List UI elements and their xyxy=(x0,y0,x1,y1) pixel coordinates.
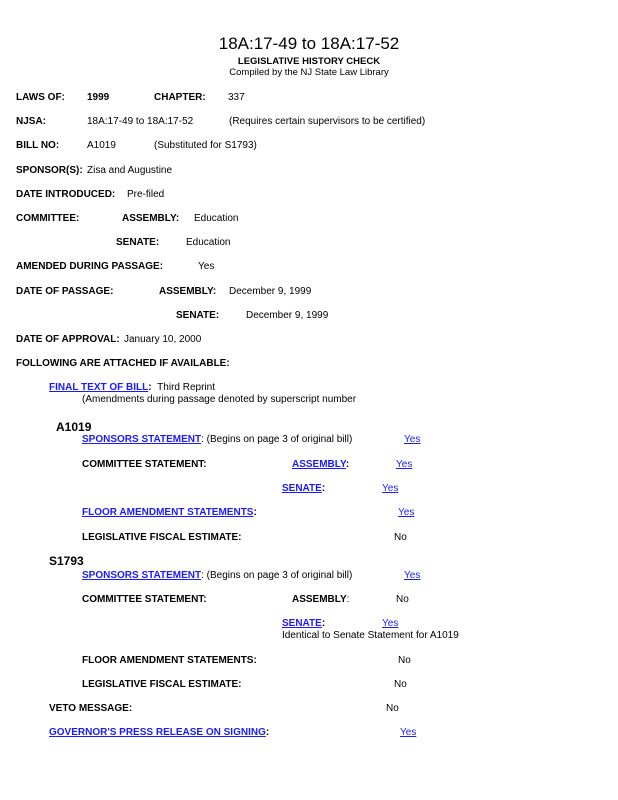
a1019-committee-label: COMMITTEE STATEMENT: xyxy=(82,459,207,470)
a1019-heading: A1019 xyxy=(56,420,92,434)
chapter-value: 337 xyxy=(228,92,245,103)
s1793-senate-yes-link[interactable]: Yes xyxy=(382,618,399,629)
s1793-senate-note: Identical to Senate Statement for A1019 xyxy=(282,630,459,641)
veto-label: VETO MESSAGE: xyxy=(49,703,133,714)
a1019-senate-row: SENATE: xyxy=(282,483,326,494)
s1793-floor-value: No xyxy=(398,655,411,666)
a1019-fiscal-value: No xyxy=(394,532,407,543)
final-text-colon: : xyxy=(148,382,152,393)
s1793-heading: S1793 xyxy=(49,554,84,568)
a1019-assembly-row: ASSEMBLY: xyxy=(292,459,350,470)
governor-yes-link[interactable]: Yes xyxy=(400,727,417,738)
a1019-floor-yes-link[interactable]: Yes xyxy=(398,507,415,518)
committee-senate-label: SENATE: xyxy=(116,237,160,248)
approval-label: DATE OF APPROVAL: xyxy=(16,334,120,345)
njsa-value: 18A:17-49 to 18A:17-52 xyxy=(87,116,194,127)
chapter-label: CHAPTER: xyxy=(154,92,206,103)
page-title: 18A:17-49 to 18A:17-52 xyxy=(218,34,400,53)
veto-value: No xyxy=(386,703,399,714)
bill-no-value: A1019 xyxy=(87,140,116,151)
governor-press-release-link[interactable]: GOVERNOR'S PRESS RELEASE ON SIGNING xyxy=(49,727,266,738)
s1793-sponsors-yes-link[interactable]: Yes xyxy=(404,570,421,581)
s1793-assembly-label: ASSEMBLY xyxy=(292,594,347,605)
s1793-sponsors-note: : (Begins on page 3 of original bill) xyxy=(201,570,353,581)
s1793-senate-link[interactable]: SENATE xyxy=(282,618,322,629)
sponsors-label: SPONSOR(S): xyxy=(16,165,83,176)
sponsors-value: Zisa and Augustine xyxy=(87,165,173,176)
a1019-floor-amendment-link[interactable]: FLOOR AMENDMENT STATEMENTS xyxy=(82,507,254,518)
a1019-senate-yes-link[interactable]: Yes xyxy=(382,483,399,494)
passage-senate-value: December 9, 1999 xyxy=(246,310,329,321)
s1793-senate-row: SENATE: xyxy=(282,618,326,629)
s1793-fiscal-value: No xyxy=(394,679,407,690)
date-introduced-value: Pre-filed xyxy=(127,189,165,200)
bill-no-label: BILL NO: xyxy=(16,140,60,151)
njsa-label: NJSA: xyxy=(16,116,47,127)
amended-label: AMENDED DURING PASSAGE: xyxy=(16,261,164,272)
passage-assembly-value: December 9, 1999 xyxy=(229,286,312,297)
bill-no-note: (Substituted for S1793) xyxy=(154,140,257,151)
amended-value: Yes xyxy=(198,261,215,272)
passage-senate-label: SENATE: xyxy=(176,310,220,321)
s1793-sponsors-row xyxy=(82,570,352,582)
compiled-by: Compiled by the NJ State Law Library xyxy=(229,67,389,78)
laws-of-year: 1999 xyxy=(87,92,110,103)
committee-assembly-value: Education xyxy=(194,213,239,224)
s1793-fiscal-label: LEGISLATIVE FISCAL ESTIMATE: xyxy=(82,679,242,690)
final-text-link[interactable]: FINAL TEXT OF BILL xyxy=(49,382,149,393)
committee-senate-value: Education xyxy=(186,237,231,248)
final-text-note: (Amendments during passage denoted by superscript number xyxy=(82,394,357,405)
committee-assembly-label: ASSEMBLY: xyxy=(122,213,180,224)
s1793-assembly-row: ASSEMBLY: xyxy=(292,594,350,605)
page-subtitle: LEGISLATIVE HISTORY CHECK xyxy=(237,56,381,67)
a1019-floor-row: FLOOR AMENDMENT STATEMENTS: xyxy=(82,507,257,518)
approval-value: January 10, 2000 xyxy=(124,334,202,345)
attached-heading: FOLLOWING ARE ATTACHED IF AVAILABLE: xyxy=(16,358,230,369)
njsa-note: (Requires certain supervisors to be certified) xyxy=(229,116,426,127)
a1019-assembly-link[interactable]: ASSEMBLY xyxy=(292,459,346,470)
a1019-senate-link[interactable]: SENATE xyxy=(282,483,322,494)
s1793-floor-label: FLOOR AMENDMENT STATEMENTS: xyxy=(82,655,257,666)
final-text-value: Third Reprint xyxy=(157,382,215,393)
a1019-fiscal-label: LEGISLATIVE FISCAL ESTIMATE: xyxy=(82,532,242,543)
a1019-assembly-yes-link[interactable]: Yes xyxy=(396,459,413,470)
final-text-row xyxy=(49,382,215,394)
committee-label: COMMITTEE: xyxy=(16,213,80,224)
a1019-sponsors-note: : (Begins on page 3 of original bill) xyxy=(201,434,353,445)
s1793-sponsors-statement-link[interactable]: SPONSORS STATEMENT xyxy=(82,570,202,581)
s1793-committee-label: COMMITTEE STATEMENT: xyxy=(82,594,207,605)
a1019-sponsors-statement-link[interactable]: SPONSORS STATEMENT xyxy=(82,434,202,445)
a1019-sponsors-row xyxy=(82,434,352,446)
s1793-assembly-value: No xyxy=(396,594,409,605)
laws-of-label: LAWS OF: xyxy=(16,92,65,103)
date-introduced-label: DATE INTRODUCED: xyxy=(16,189,116,200)
passage-label: DATE OF PASSAGE: xyxy=(16,286,114,297)
passage-assembly-label: ASSEMBLY: xyxy=(159,286,217,297)
a1019-sponsors-yes-link[interactable]: Yes xyxy=(404,434,421,445)
governor-row xyxy=(49,727,269,739)
governor-colon: : xyxy=(265,727,270,738)
